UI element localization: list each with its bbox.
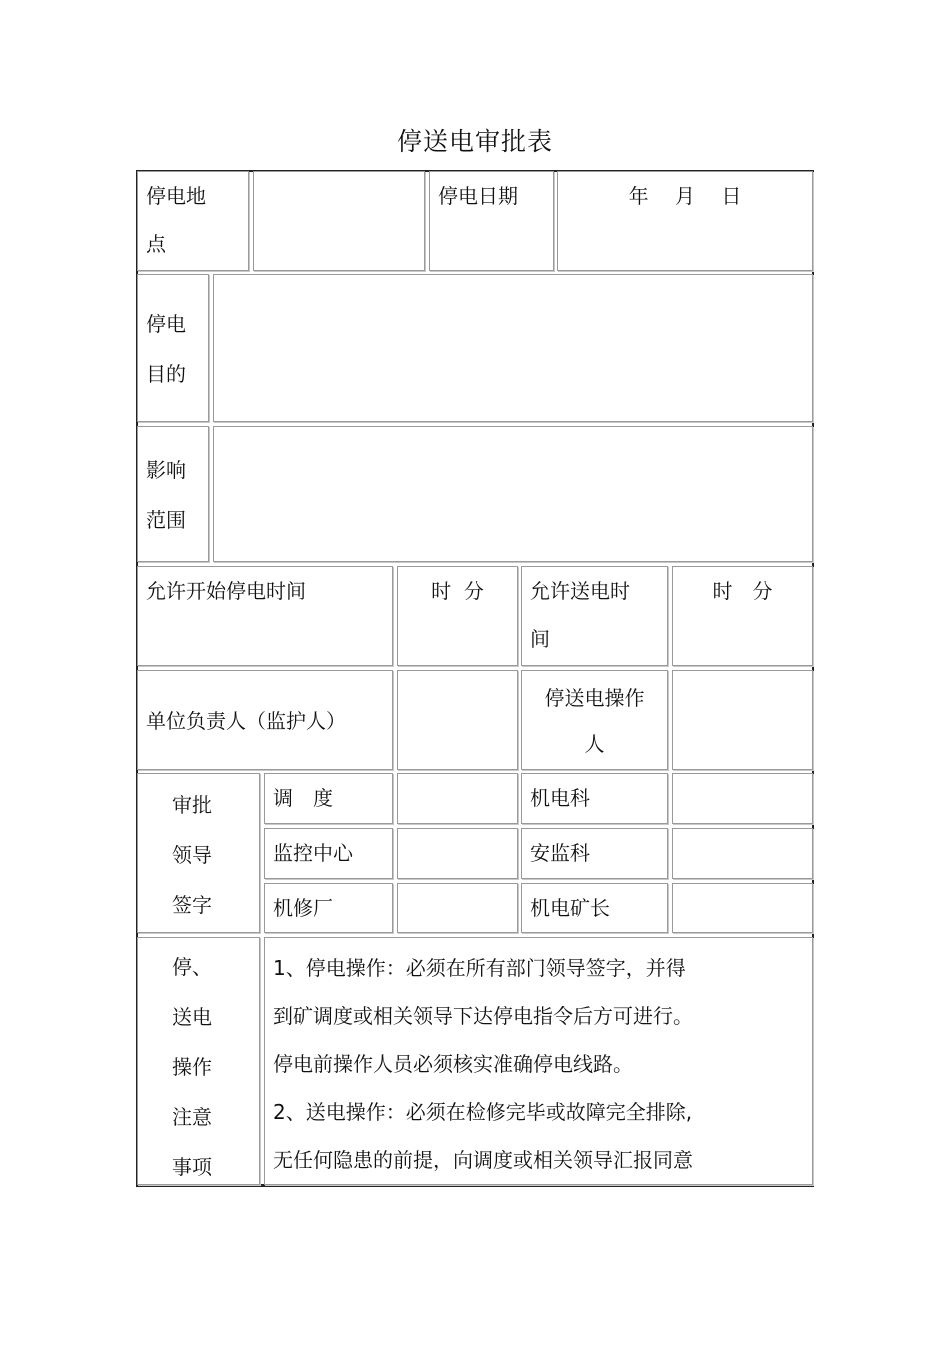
- unit-head-label-cell: [137, 670, 393, 770]
- notes-label-line1: 停、: [172, 955, 212, 979]
- notes-label-cell: [137, 937, 260, 1185]
- approval-row3-right-label: [521, 883, 668, 933]
- safety-dept-signature-cell[interactable]: [672, 828, 813, 879]
- approval-label-line1: 审批: [172, 793, 212, 817]
- repair-plant-label: 机修厂: [273, 896, 333, 920]
- notes-line: 到矿调度或相关领导下达停电指令后方可进行。: [273, 1004, 693, 1028]
- approval-label-line2: 领导: [172, 843, 212, 867]
- scope-label-cell: [137, 426, 209, 562]
- monitoring-center-label: 监控中心: [273, 841, 353, 865]
- electromechanical-dept-signature-cell[interactable]: [672, 773, 813, 824]
- location-label-line2: 点: [146, 232, 166, 256]
- start-time-value: 时 分: [431, 579, 484, 603]
- monitoring-center-signature-cell[interactable]: [397, 828, 518, 879]
- form-title: 停送电审批表: [396, 127, 553, 156]
- dispatch-signature-cell[interactable]: [397, 773, 518, 824]
- start-time-label-cell: [137, 566, 393, 666]
- notes-line: 停电前操作人员必须核实准确停电线路。: [273, 1052, 633, 1076]
- notes-line: 2、送电操作：必须在检修完毕或故障完全排除,: [273, 1100, 693, 1124]
- notes-text-cell: [264, 937, 813, 1185]
- approval-row1-right-label: [521, 773, 668, 824]
- date-label: 停电日期: [438, 184, 518, 208]
- date-label-cell: [429, 171, 554, 271]
- unit-head-label: 单位负责人（监护人）: [146, 709, 346, 733]
- electromechanical-dept-label: 机电科: [530, 786, 590, 810]
- location-value-cell[interactable]: [253, 171, 425, 271]
- resume-time-value-cell[interactable]: [672, 566, 813, 666]
- mine-manager-signature-cell[interactable]: [672, 883, 813, 933]
- purpose-label-line1: 停电: [146, 312, 186, 336]
- notes-line: 无任何隐患的前提，向调度或相关领导汇报同意: [273, 1148, 693, 1172]
- date-value-cell[interactable]: [557, 171, 813, 271]
- purpose-label-line2: 目的: [146, 362, 186, 386]
- repair-plant-signature-cell[interactable]: [397, 883, 518, 933]
- scope-label-line2: 范围: [146, 508, 186, 532]
- approval-row1-left-label: [264, 773, 393, 824]
- approval-label-line3: 签字: [172, 893, 212, 917]
- operator-label-line1: 停送电操作: [544, 686, 645, 710]
- resume-time-label-line2: 间: [530, 627, 550, 651]
- date-value: 年 月 日: [628, 184, 742, 208]
- dispatch-label: 调 度: [273, 786, 333, 810]
- notes-line: 1、停电操作：必须在所有部门领导签字，并得: [273, 956, 686, 980]
- operator-label-cell: [521, 670, 668, 770]
- scope-label-line1: 影响: [146, 458, 186, 482]
- notes-label-line3: 操作: [172, 1055, 212, 1079]
- mine-manager-label: 机电矿长: [530, 896, 610, 920]
- unit-head-value-cell[interactable]: [397, 670, 518, 770]
- resume-time-label-cell: [521, 566, 668, 666]
- location-label-line1: 停电地: [146, 184, 206, 208]
- approval-label-cell: [137, 773, 260, 933]
- approval-row3-left-label: [264, 883, 393, 933]
- resume-time-label-line1: 允许送电时: [530, 579, 630, 603]
- purpose-value-cell[interactable]: [213, 274, 813, 422]
- safety-dept-label: 安监科: [530, 841, 590, 865]
- scope-value-cell[interactable]: [213, 426, 813, 562]
- notes-label-line4: 注意: [172, 1105, 212, 1129]
- approval-row2-right-label: [521, 828, 668, 879]
- start-time-value-cell[interactable]: [397, 566, 518, 666]
- purpose-label-cell: [137, 274, 209, 422]
- notes-label-line2: 送电: [172, 1005, 212, 1029]
- start-time-label: 允许开始停电时间: [146, 579, 306, 603]
- operator-value-cell[interactable]: [672, 670, 813, 770]
- location-label-cell: [137, 171, 249, 271]
- approval-row2-left-label: [264, 828, 393, 879]
- operator-label-line2: 人: [584, 732, 605, 756]
- resume-time-value: 时 分: [712, 579, 773, 603]
- notes-label-line5: 事项: [172, 1155, 212, 1179]
